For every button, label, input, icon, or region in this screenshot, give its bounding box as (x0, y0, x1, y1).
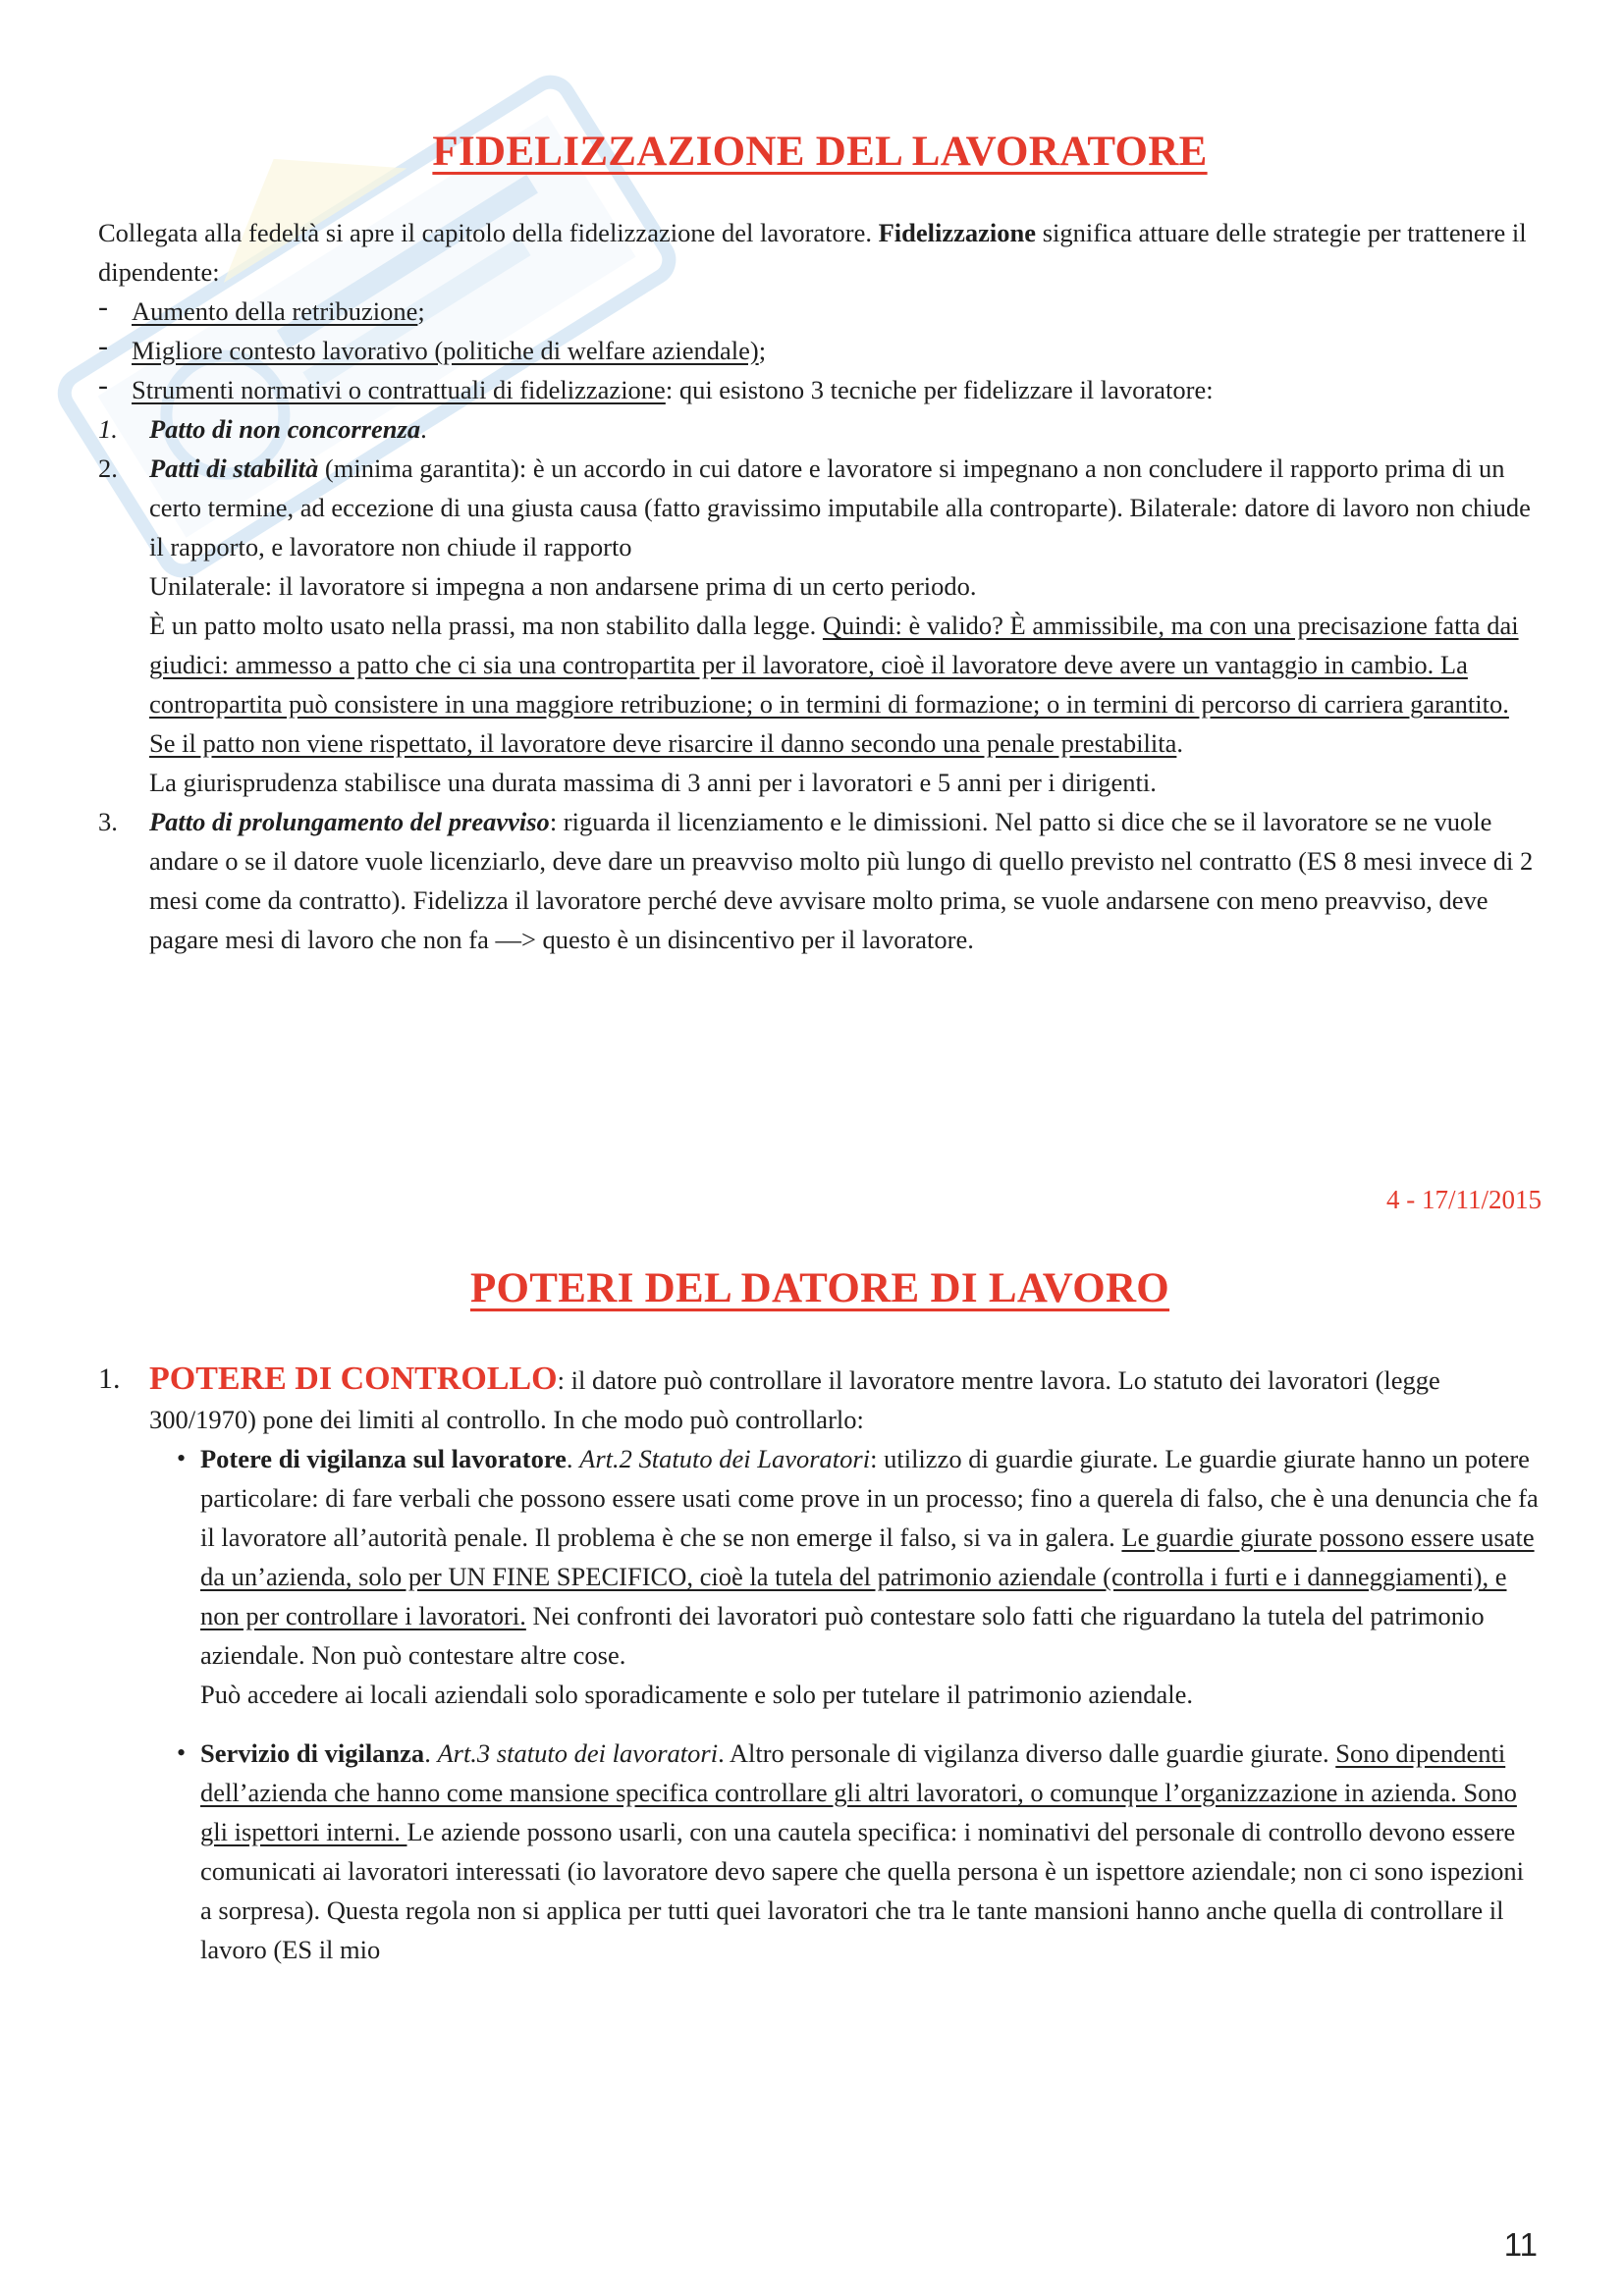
intro-text-end: significa attuare delle strategie per trattenere il dipendente: (98, 218, 1527, 287)
intro-bold-term: Fidelizzazione (878, 218, 1037, 247)
controllo-bullets (149, 1439, 1542, 1969)
patto-prolungamento-preavviso: 3. Patto di prolungamento del preavviso: riguarda il licenziamento e le dimissioni. Nel patto si dice che se il lavoratore se ne vuole andare o se il datore vuole licenziarlo, deve dare un preavviso molto più lungo di quello previsto nel contratto (ES 8 mesi invece di 2 mesi come da contratto). Fidelizza il lavoratore perché deve avvisare molto prima, se vuole andarsene con meno preavviso, deve pagare mesi di lavoro che non fa —> questo è un disincentivo per il lavoratore. (98, 807, 1534, 954)
patto-stabilita: 2. Patti di stabilità (minima garantita): è un accordo in cui datore e lavoratore si impegnano a non concludere il rapporto prima di un certo termine, ad eccezione di una giusta causa (fatto gravissimo imputabile alla controparte). Bilaterale: datore di lavoro non chiude il rapporto, e lavoratore non chiude il rapporto Unilaterale: il lavoratore si impegna a non andarsene prima di un certo periodo. È un patto molto usato nella prassi, ma non stabilito dalla legge. Quindi: è valido? È ammissibile, ma con una precisazione fatta dai giudici: ammesso a patto che ci sia una contropartita per il lavoratore, cioè il lavoratore deve avere un vantaggio in cambio. La contropartita può consistere in una maggiore retribuzione; o in termini di formazione; o in termini di percorso di carriera garantito. Se il patto non viene rispettato, il lavoratore deve risarcire il danno secondo una penale prestabilita. La giurisprudenza stabilisce una durata massima di 3 anni per i lavoratori e 5 anni per i dirigenti. (98, 454, 1531, 797)
list-item: - Aumento della retribuzione; (98, 292, 1542, 331)
page-number: 11 (1503, 2226, 1538, 2263)
bullet-vigilanza-lavoratore: • Potere di vigilanza sul lavoratore. Art.2 Statuto dei Lavoratori: utilizzo di guardie giurate. Le guardie giurate hanno un potere particolare: di fare verbali che possono essere usati come prove in un processo; fino a querela di falso, che è una denuncia che fa il lavoratore all’autorità penale. Il problema è che se non emerge il falso, si va in galera. Le guardie giurate possono essere usate da un’azienda, solo per UN FINE SPECIFICO, cioè la tutela del patrimonio aziendale (controlla i furti e i danneggiamenti), e non per controllare i lavoratori. Nei confronti dei lavoratori può contestare solo fatti che riguardano la tutela del patrimonio aziendale. Non può contestare altre cose. Può accedere ai locali aziendali solo sporadicamente e solo per tutelare il patrimonio aziendale. (149, 1439, 1542, 1714)
document-page (98, 128, 1542, 1969)
section-title-poteri: POTERI DEL DATORE DI LAVORO (469, 1265, 1170, 1311)
patto-non-concorrenza: 1. Patto di non concorrenza. (98, 414, 427, 444)
intro-text: Collegata alla fedeltà si apre il capitolo della fidelizzazione del lavoratore. (98, 218, 879, 247)
bullet-servizio-vigilanza: • Servizio di vigilanza. Art.3 statuto dei lavoratori. Altro personale di vigilanza diverso dalle guardie giurate. Sono dipendenti dell’azienda che hanno come mansione specifica controllare gli altri lavoratori, o comunque l’organizzazione in azienda. Sono gli ispettori interni. Le aziende possono usarli, con una cautela specifica: i nominativi del personale di controllo devono essere comunicati ai lavoratori interessati (io lavoratore devo sapere che quella persona è un ispettore aziendale; non ci sono ispezioni a sorpresa). Questa regola non si applica per tutti quei lavoratori che tra le tante mansioni hanno anche quella di controllare il lavoro (ES il mio (149, 1734, 1542, 1969)
list-item: - Strumenti normativi o contrattuali di fidelizzazione: qui esistono 3 tecniche per fidelizzare il lavoratore: (98, 370, 1542, 409)
patti-list (98, 409, 1542, 959)
potere-di-controllo: 1. POTERE DI CONTROLLO: il datore può controllare il lavoratore mentre lavora. Lo statuto dei lavoratori (legge 300/1970) pone dei limiti al controllo. In che modo può controllarlo: (98, 1361, 1440, 1434)
strategy-list (98, 292, 1542, 409)
lecture-date: 4 - 17/11/2015 (1386, 1185, 1542, 1214)
intro-paragraph (98, 213, 1542, 292)
section-title-fidelizzazione: FIDELIZZAZIONE DEL LAVORATORE (432, 129, 1208, 175)
list-item: - Migliore contesto lavorativo (politiche di welfare aziendale); (98, 331, 1542, 370)
